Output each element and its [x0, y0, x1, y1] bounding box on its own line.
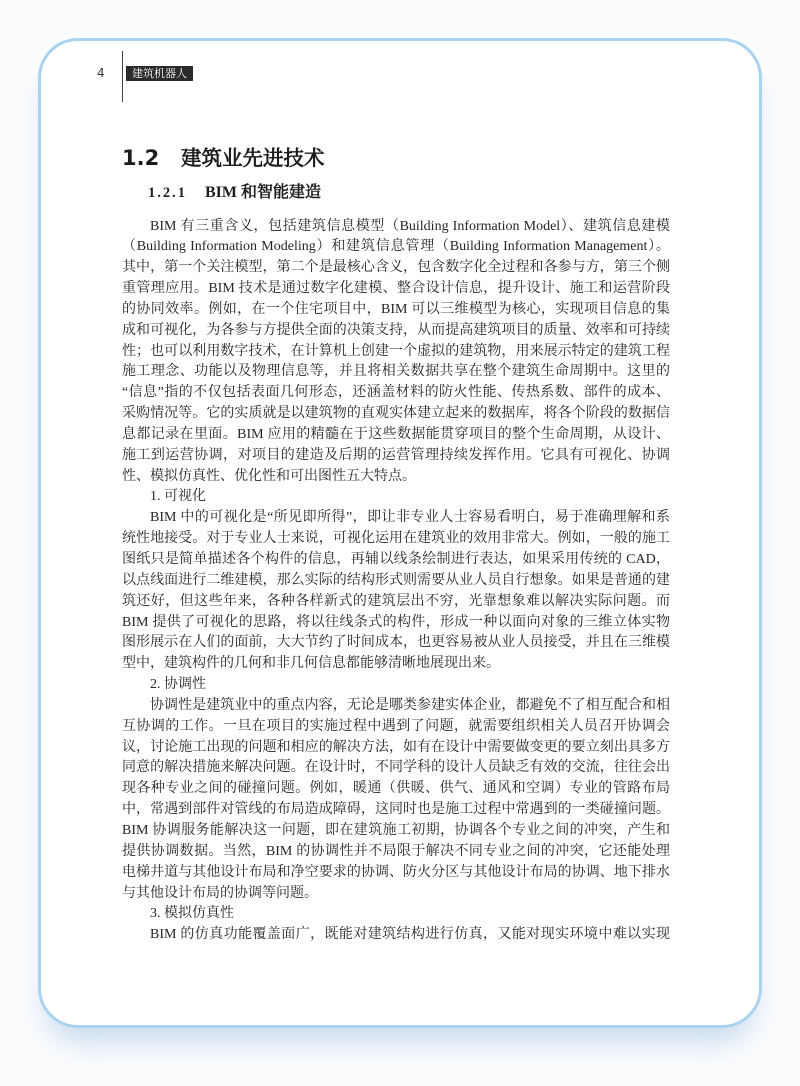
text-line	[122, 217, 670, 238]
numbered-heading	[122, 487, 670, 508]
text-line	[122, 696, 670, 717]
numbered-heading	[122, 904, 670, 925]
subsection-title: BIM 和智能建造	[205, 184, 322, 201]
line-text: 中，常遇到部件对管线的布局造成障碍，这同时也是施工过程中常遇到的一类碰撞问题。	[122, 802, 670, 818]
text-line	[122, 279, 670, 300]
line-text: 重管理应用。BIM 技术是通过数字化建模、整合设计信息，提升设计、施工和运营阶段	[122, 281, 670, 297]
line-text: BIM 有三重含义，包括建筑信息模型（Building Information Model）、建筑信息建模	[150, 218, 670, 234]
text-line	[122, 821, 670, 842]
text-line	[122, 425, 670, 446]
text-line	[122, 758, 670, 779]
text-line	[122, 654, 670, 675]
text-line	[122, 925, 670, 946]
line-text: 筑还好，但这些年来，各种各样新式的建筑层出不穷，光靠想象难以解决实际问题。而	[122, 593, 670, 609]
paragraph	[122, 508, 670, 675]
line-text: BIM 提供了可视化的思路，将以往线条式的构件，形成一种以面向对象的三维立体实物	[122, 614, 670, 630]
numbered-heading-text: 1. 可视化	[150, 489, 206, 505]
text-line	[122, 404, 670, 425]
line-text: 与其他设计布局的协调等问题。	[122, 885, 318, 901]
line-text: 施工理念、功能以及物理信息等，并且将相关数据共享在整个建筑生命周期中。这里的	[122, 364, 670, 380]
line-text: “信息”指的不仅包括表面几何形态，还涵盖材料的防火性能、传热系数、部件的成本、	[122, 385, 670, 401]
text-line	[122, 300, 670, 321]
line-text: 统性地接受。对于专业人士来说，可视化运用在建筑业的效用非常大。例如，一般的施工	[122, 531, 670, 547]
text-line	[122, 717, 670, 738]
line-text: 施工到运营协调，对项目的建造及后期的运营管理持续发挥作用。它具有可视化、协调	[122, 447, 670, 463]
text-line	[122, 633, 670, 654]
text-line	[122, 842, 670, 863]
running-title: 建筑机器人	[126, 66, 193, 81]
page-number: 4	[97, 66, 105, 80]
line-text: 其中，第一个关注模型，第二个是最核心含义，包含数字化全过程和各参与方，第三个侧	[122, 260, 670, 276]
line-text: 的协同效率。例如，在一个住宅项目中，BIM 可以三维模型为核心，实现项目信息的集	[122, 301, 670, 317]
text-line	[122, 571, 670, 592]
section-title: 建筑业先进技术	[181, 146, 325, 170]
text-line	[122, 467, 670, 488]
text-line	[122, 779, 670, 800]
text-line	[122, 529, 670, 550]
line-text: 性；也可以利用数字技术，在计算机上创建一个虚拟的建筑物，用来展示特定的建筑工程	[122, 343, 670, 359]
text-line	[122, 592, 670, 613]
line-text: 成和可视化，为各参与方提供全面的决策支持，从而提高建筑项目的质量、效率和可持续	[122, 322, 670, 338]
line-text: （Building Information Modeling）和建筑信息管理（Building Information Management）。	[122, 239, 670, 255]
subsection-number: 1.2.1	[148, 185, 187, 201]
text-line	[122, 884, 670, 905]
text-line	[122, 258, 670, 279]
line-text: 图纸只是简单描述各个构件的信息，再辅以线条绘制进行表达，如果采用传统的 CAD，	[122, 552, 670, 567]
numbered-heading-text: 3. 模拟仿真性	[150, 906, 234, 922]
text-line	[122, 550, 670, 571]
text-line	[122, 738, 670, 759]
text-line	[122, 342, 670, 363]
body-text	[122, 217, 670, 947]
text-line	[122, 508, 670, 529]
line-text: 图形展示在人们的面前，大大节约了时间成本，也更容易被从业人员接受，并且在三维模	[122, 635, 670, 651]
line-text: 采购情况等。它的实质就是以建筑物的直观实体建立起来的数据库，将各个阶段的数据信	[122, 406, 670, 422]
text-line	[122, 383, 670, 404]
line-text: 性、模拟仿真性、优化性和可出图性五大特点。	[122, 468, 416, 484]
numbered-heading-text: 2. 协调性	[150, 677, 206, 693]
line-text: 以点线面进行二维建模，那么实际的结构形式则需要从业人员自行想象。如果是普通的建	[122, 572, 670, 588]
paragraph	[122, 925, 670, 946]
line-text: 现各种专业之间的碰撞问题。例如，暖通（供暖、供气、通风和空调）专业的管路布局	[122, 781, 670, 797]
line-text: 同意的解决措施来解决问题。在设计时，不同学科的设计人员缺乏有效的交流，往往会出	[122, 760, 670, 776]
line-text: 电梯井道与其他设计布局和净空要求的协调、防火分区与其他设计布局的协调、地下排水	[122, 864, 670, 880]
line-text: BIM 的仿真功能覆盖面广，既能对建筑结构进行仿真，又能对现实环境中难以实现	[150, 927, 670, 943]
text-line	[122, 237, 670, 258]
line-text: BIM 协调服务能解决这一问题，即在建筑施工初期，协调各个专业之间的冲突，产生和	[122, 822, 670, 838]
line-text: 互协调的工作。一旦在项目的实施过程中遇到了问题，就需要组织相关人员召开协调会	[122, 718, 670, 734]
paragraph	[122, 217, 670, 488]
section-number: 1.2	[122, 146, 160, 170]
text-line	[122, 362, 670, 383]
line-text: BIM 中的可视化是“所见即所得”，即让非专业人士容易看明白，易于准确理解和系	[150, 510, 670, 526]
paragraph	[122, 696, 670, 904]
text-line	[122, 800, 670, 821]
text-line	[122, 613, 670, 634]
line-text: 议，讨论施工出现的问题和相应的解决方法，如有在设计中需要做变更的要立刻出具多方	[122, 739, 670, 755]
line-text: 提供协调数据。当然，BIM 的协调性并不局限于解决不同专业之间的冲突，它还能处理	[122, 843, 670, 859]
text-line	[122, 863, 670, 884]
line-text: 型中，建筑构件的几何和非几何信息都能够清晰地展现出来。	[122, 656, 500, 672]
numbered-heading	[122, 675, 670, 696]
text-line	[122, 321, 670, 342]
text-line	[122, 446, 670, 467]
line-text: 协调性是建筑业中的重点内容，无论是哪类参建实体企业，都避免不了相互配合和相	[150, 697, 670, 713]
line-text: 息都记录在里面。BIM 应用的精髓在于这些数据能贯穿项目的整个生命周期，从设计、	[122, 426, 670, 442]
header-rule	[122, 51, 123, 102]
